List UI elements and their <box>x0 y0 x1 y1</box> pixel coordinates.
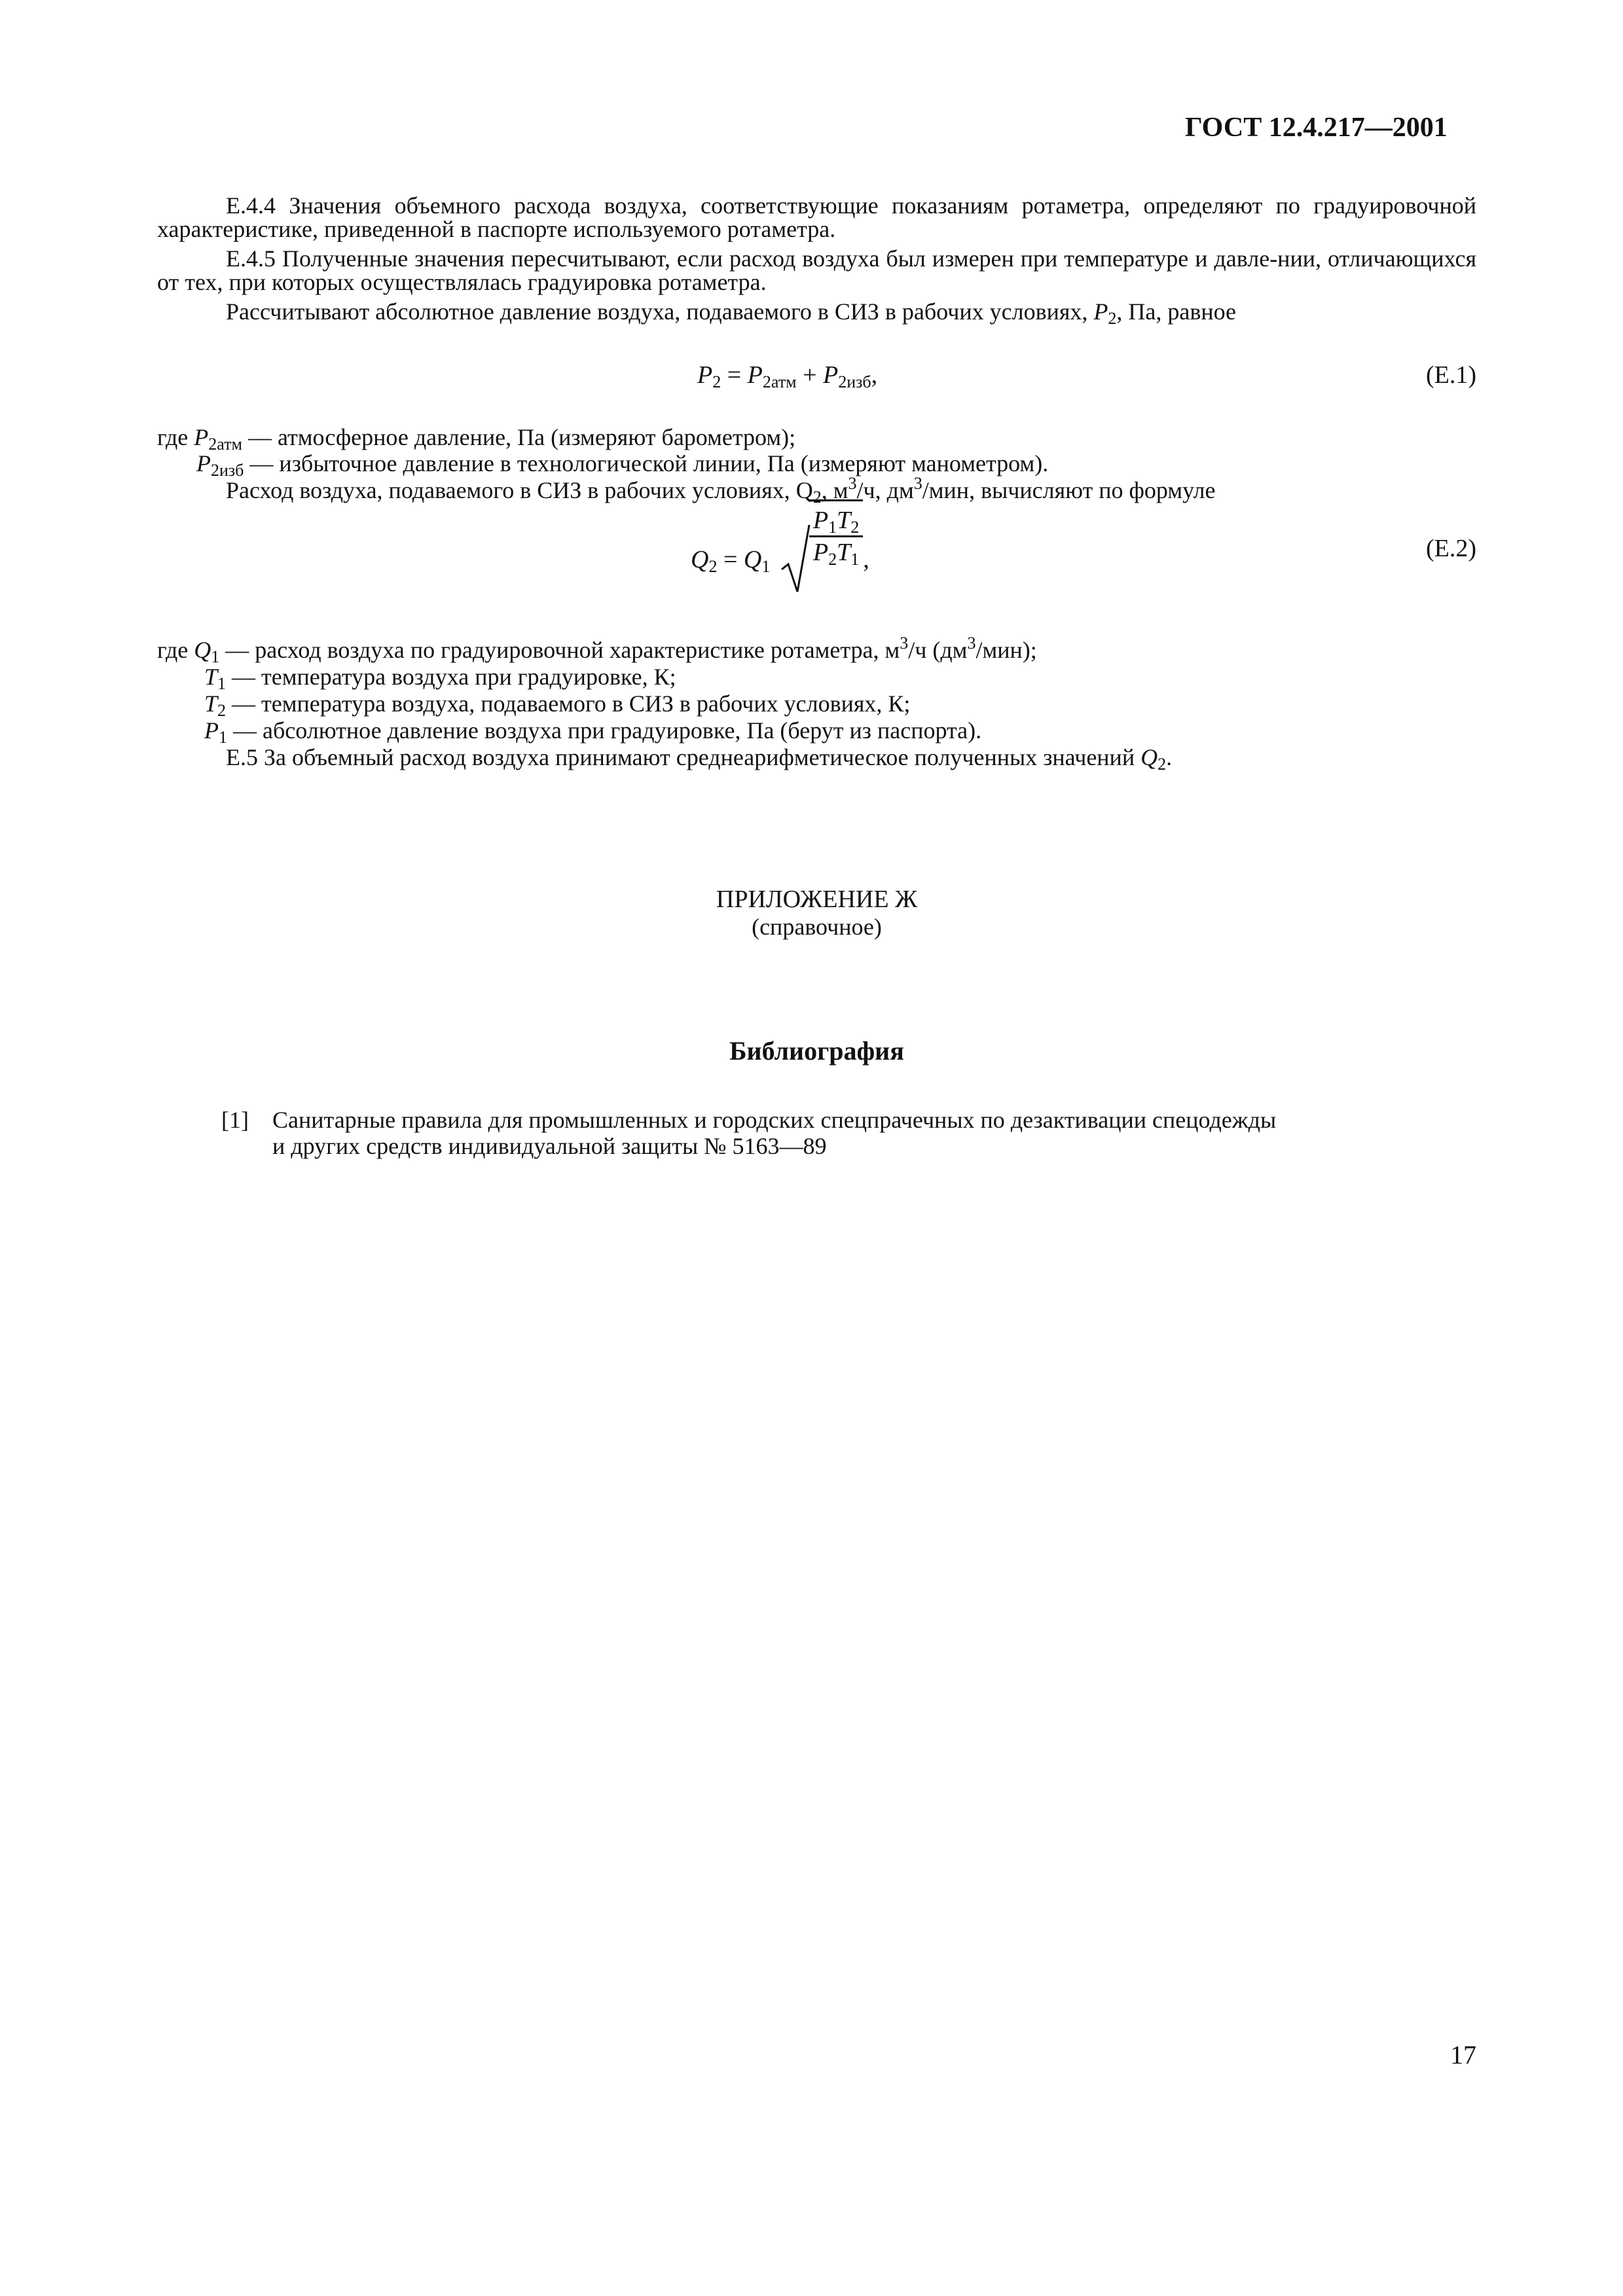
e5-after: . <box>1166 744 1173 770</box>
where-text: — температура воздуха, подаваемого в СИЗ в рабочих условиях, К; <box>226 691 911 717</box>
equation-number-e2: (Е.2) <box>1425 535 1476 562</box>
where-text: — температура воздуха при градуировке, К; <box>226 664 676 690</box>
den-a: P <box>812 539 829 566</box>
q2-intro-mid: , м <box>821 477 848 503</box>
where-e1-row-2 <box>196 450 1049 480</box>
where-var: T <box>204 691 218 717</box>
where-sub: 1 <box>211 647 220 666</box>
formula1-term2: P <box>823 361 839 389</box>
den-a-sub: 2 <box>828 550 837 569</box>
formula2-fraction <box>809 507 863 569</box>
appendix-subtitle: (справочное) <box>752 914 882 940</box>
formula2-q1-sub: 1 <box>761 557 771 576</box>
den-b: T <box>837 539 851 566</box>
where-e1-row-1 <box>157 424 796 454</box>
bibliography-item-number: [1] <box>221 1107 249 1133</box>
where-sub: 2атм <box>208 435 242 454</box>
formula1-end: , <box>871 361 878 389</box>
where-sub: 2 <box>217 701 227 720</box>
formula-e2 <box>691 507 869 596</box>
e5-var: Q <box>1140 744 1158 770</box>
where-var: P <box>196 450 211 476</box>
formula-e1 <box>697 361 878 391</box>
where-e2-row-3 <box>204 691 911 720</box>
p2-intro-sub: 2 <box>1108 309 1117 328</box>
page-number: 17 <box>1450 2040 1476 2070</box>
formula2-lhs-group <box>691 546 771 576</box>
formula1-lhs: P <box>697 361 713 389</box>
where-var: P <box>194 424 209 450</box>
fraction-denominator <box>809 537 863 569</box>
formula1-plus: + <box>796 361 823 389</box>
where-var: T <box>204 664 218 690</box>
den-b-sub: 1 <box>850 550 860 569</box>
formula2-q1: Q <box>743 546 762 573</box>
square-root-icon <box>780 524 811 596</box>
where-sub: 1 <box>219 728 227 747</box>
formula1-term1: P <box>747 361 763 389</box>
q2-intro-after: /мин, вычисляют по формуле <box>922 477 1216 503</box>
where-text: — избыточное давление в технологической линии, Па (измеряют манометром). <box>244 450 1049 476</box>
bibliography-item-line-2: и других средств индивидуальной защиты № 5163—89 <box>272 1133 827 1159</box>
where-text: — абсолютное давление воздуха при градуировке, Па (берут из паспорта). <box>227 717 982 744</box>
document-code-header: ГОСТ 12.4.217—2001 <box>1185 113 1448 143</box>
formula2-lhs-sub: 2 <box>708 557 718 576</box>
where-sup: 3 <box>900 634 909 653</box>
formula2-eq: = <box>717 546 744 573</box>
where-prefix: где <box>157 637 194 663</box>
where-text: — атмосферное давление, Па (измеряют барометром); <box>242 424 796 450</box>
q2-intro-sup2: 3 <box>913 474 922 493</box>
num-b: T <box>837 507 851 534</box>
bibliography-title: Библиография <box>729 1036 904 1066</box>
formula1-eq: = <box>721 361 748 389</box>
formula1-term2-sub: 2изб <box>838 372 871 391</box>
where-text: /ч (дм <box>908 637 968 663</box>
where-sub: 1 <box>217 674 227 693</box>
num-b-sub: 2 <box>850 518 860 537</box>
where-prefix: где <box>157 424 194 450</box>
fraction-numerator <box>809 508 863 537</box>
radicand <box>809 499 863 569</box>
where-e2-row-2 <box>204 664 676 693</box>
formula2-lhs: Q <box>691 546 709 573</box>
where-text: /мин); <box>976 637 1037 663</box>
p2-intro-var: P <box>1093 298 1108 325</box>
q2-intro-text: Расход воздуха, подаваемого в СИЗ в рабочих условиях, Q <box>226 477 813 503</box>
where-e2-row-4 <box>204 717 982 747</box>
formula1-term1-sub: 2атм <box>762 372 797 391</box>
q2-intro-sub: 2 <box>812 488 822 507</box>
p2-intro-text: Рассчитывают абсолютное давление воздуха, подаваемого в СИЗ в рабочих условиях, <box>226 298 1094 325</box>
equation-number-e1: (Е.1) <box>1425 361 1476 389</box>
where-e2-row-1 <box>157 634 1037 666</box>
p2-intro-after: , Па, равное <box>1116 298 1237 325</box>
where-var: P <box>204 717 219 744</box>
bibliography-item-line-1: Санитарные правила для промышленных и городских спецпрачечных по дезактивации спецодежды <box>272 1107 1277 1133</box>
where-sub: 2изб <box>211 461 244 480</box>
formula1-lhs-sub: 2 <box>712 372 721 391</box>
paragraph-e-4-5: Е.4.5 Полученные значения пересчитывают, если расход воздуха был измерен при температуре и давле-нии, отличающихся от тех, при которых осуществлялась градуировка ротаметра. <box>157 245 1476 295</box>
formula2-end: , <box>863 546 869 573</box>
num-a-sub: 1 <box>828 518 837 537</box>
num-a: P <box>812 507 829 534</box>
where-text: — расход воздуха по градуировочной характеристике ротаметра, м <box>219 637 900 663</box>
appendix-title: ПРИЛОЖЕНИЕ Ж <box>716 886 918 913</box>
e5-text: Е.5 За объемный расход воздуха принимают среднеарифметическое полученных значений <box>226 744 1141 770</box>
paragraph-e-5 <box>157 744 1476 774</box>
e5-sub: 2 <box>1158 755 1167 774</box>
q2-intro-sup: 3 <box>848 474 857 493</box>
paragraph-p2-intro <box>157 298 1476 328</box>
where-var: Q <box>194 637 211 663</box>
q2-intro-mid2: /ч, дм <box>856 477 914 503</box>
where-sup: 3 <box>967 634 976 653</box>
paragraph-q2-intro <box>157 474 1476 507</box>
paragraph-e-4-4: Е.4.4 Значения объемного расхода воздуха, соответствующие показаниям ротаметра, определяют по градуировочной характеристике, приведенной в паспорте используемого ротаметра. <box>157 192 1476 242</box>
